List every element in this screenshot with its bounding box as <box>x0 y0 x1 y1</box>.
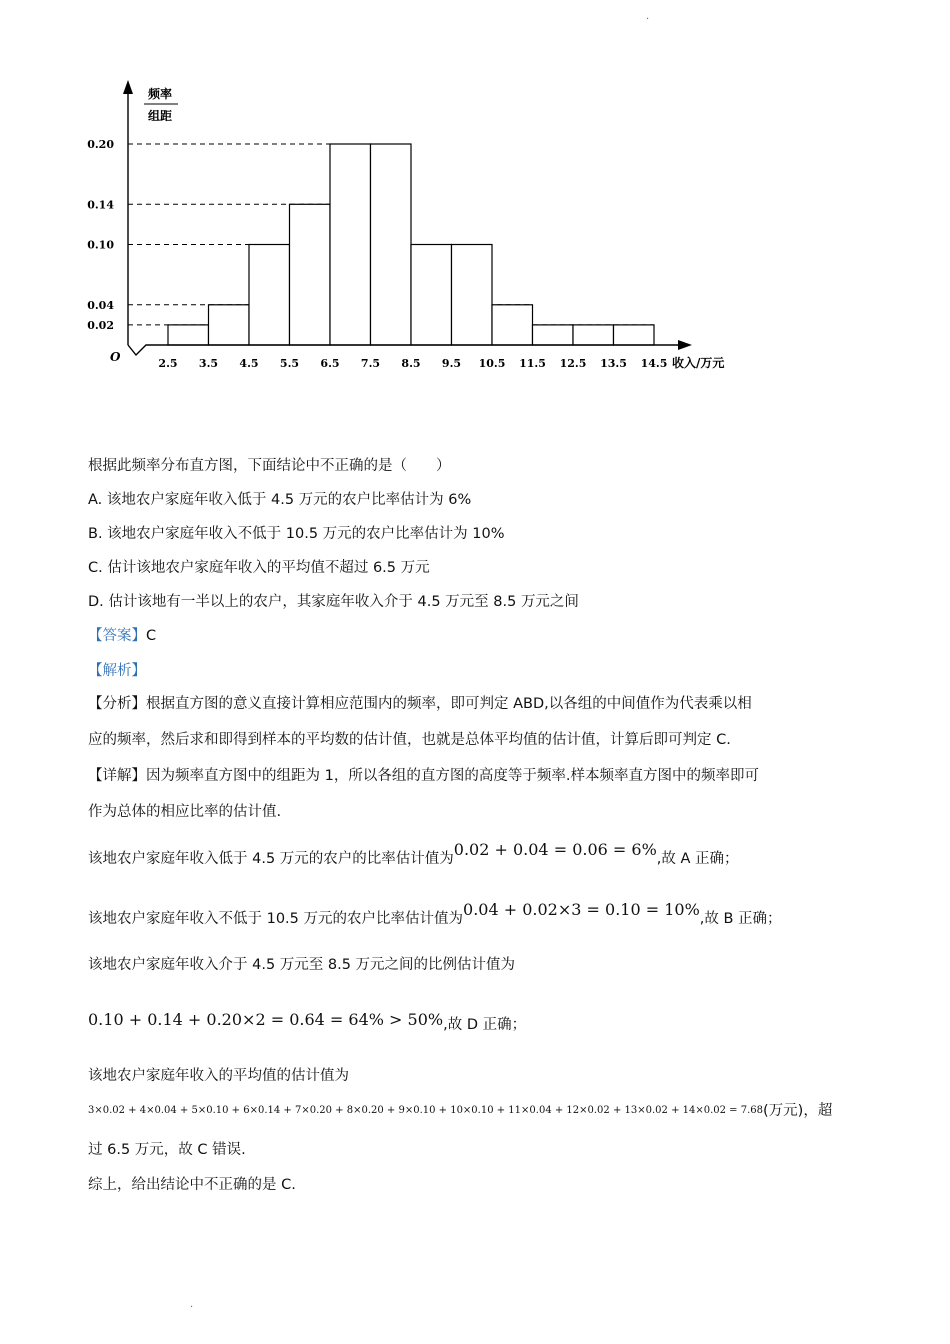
calc-mean-tail: (万元)，超 <box>763 1103 833 1119</box>
calc-d-formula: 0.10 + 0.14 + 0.20×2 = 0.64 = 64% > 50% <box>88 1010 444 1029</box>
x-tick-label: 9.5 <box>441 357 462 370</box>
bottom-mark: · <box>190 1302 194 1313</box>
answer-label: 【答案】 <box>88 628 146 644</box>
x-tick-label: 10.5 <box>478 357 506 370</box>
y-axis-arrow-icon <box>123 80 133 94</box>
x-tick-label: 13.5 <box>600 357 627 370</box>
y-tick-label: 0.20 <box>87 138 114 151</box>
y-tick-label: 0.10 <box>87 238 114 252</box>
histogram-bar <box>573 325 614 345</box>
x-axis <box>128 345 684 355</box>
histogram-bar <box>249 245 290 346</box>
x-tick-label: 6.5 <box>320 357 340 370</box>
histogram-bar <box>209 305 250 345</box>
x-tick-label: 11.5 <box>519 357 546 370</box>
histogram-bar <box>492 305 533 345</box>
x-axis-arrow-icon <box>678 340 692 350</box>
calc-mean-line <box>88 1101 832 1123</box>
analysis-label: 【解析】 <box>88 663 146 679</box>
calc-d-line <box>88 1010 527 1035</box>
x-tick-label: 7.5 <box>360 357 381 370</box>
option-a: A. 该地农户家庭年收入低于 4.5 万元的农户比率估计为 6% <box>88 492 472 508</box>
histogram-bar <box>290 204 331 345</box>
top-mark: · <box>646 14 650 25</box>
y-tick-label: 0.02 <box>87 318 114 332</box>
conclusion: 综上，给出结论中不正确的是 C. <box>88 1177 296 1193</box>
x-tick-label: 14.5 <box>640 357 668 370</box>
x-tick-label: 5.5 <box>279 357 300 370</box>
calc-a-formula: 0.02 + 0.04 = 0.06 = 6% <box>453 840 657 859</box>
fenxi-text-1: 根据直方图的意义直接计算相应范围内的频率，即可判定 ABD,以各组的中间值作为代表乘以相 <box>146 696 752 712</box>
x-tick-label: 4.5 <box>239 357 259 370</box>
xiangjie-line-2: 作为总体的相应比率的估计值. <box>88 804 282 820</box>
xiangjie-line-1 <box>88 766 759 786</box>
y-tick-labels <box>87 138 114 332</box>
x-tick-label: 3.5 <box>198 357 219 370</box>
x-axis-label: 收入/万元 <box>672 356 725 370</box>
fenxi-line-2: 应的频率，然后求和即得到样本的平均数的估计值，也就是总体平均值的估计值，计算后即可判定 C. <box>88 732 731 748</box>
y-label-top: 频率 <box>148 87 173 101</box>
histogram-bar <box>533 325 574 345</box>
calc-b-formula: 0.04 + 0.02×3 = 0.10 = 10% <box>463 900 700 919</box>
xiangjie-text-1: 因为频率直方图中的组距为 1，所以各组的直方图的高度等于频率.样本频率直方图中的频率即可 <box>146 768 759 784</box>
histogram-bar <box>411 245 452 346</box>
fenxi-line-1 <box>88 694 752 714</box>
calc-mean-text: 该地农户家庭年收入的平均值的估计值为 <box>88 1068 349 1084</box>
calc-d-text: 该地农户家庭年收入介于 4.5 万元至 8.5 万元之间的比例估计值为 <box>88 957 516 973</box>
answer-line <box>88 626 156 646</box>
histogram-svg <box>60 70 760 390</box>
answer-value: C <box>146 628 157 644</box>
option-c: C. 估计该地农户家庭年收入的平均值不超过 6.5 万元 <box>88 560 430 576</box>
histogram-bar <box>168 325 209 345</box>
histogram-bar <box>452 245 493 346</box>
origin-label: O <box>110 350 121 364</box>
calc-d-tail: ,故 D 正确； <box>443 1017 527 1033</box>
calc-mean-formula: 3×0.02 + 4×0.04 + 5×0.10 + 6×0.14 + 7×0.20 + 8×0.20 + 9×0.10 + 10×0.10 + 11×0.04 + 12×0.02 + 13×0.02 + 14×0.02 = 7.68 <box>88 1105 763 1116</box>
calc-b-tail: ,故 B 正确； <box>699 911 782 927</box>
histogram-chart <box>60 70 760 390</box>
histogram-bar <box>330 144 371 345</box>
calc-mean-line-2: 过 6.5 万元，故 C 错误. <box>88 1142 246 1158</box>
xiangjie-label: 【详解】 <box>88 768 146 784</box>
calc-a-tail: ,故 A 正确； <box>656 851 739 867</box>
y-tick-label: 0.04 <box>87 298 114 312</box>
x-tick-label: 2.5 <box>158 357 178 370</box>
x-tick-labels <box>158 357 667 370</box>
histogram-bar <box>371 144 412 345</box>
calc-b-line <box>88 900 782 929</box>
calc-b-text: 该地农户家庭年收入不低于 10.5 万元的农户比率估计值为 <box>88 911 464 927</box>
question-stem: 根据此频率分布直方图，下面结论中不正确的是（ ） <box>88 458 451 474</box>
y-tick-label: 0.14 <box>87 198 114 212</box>
x-tick-label: 12.5 <box>559 357 587 370</box>
option-b: B. 该地农户家庭年收入不低于 10.5 万元的农户比率估计为 10% <box>88 526 505 542</box>
option-d: D. 估计该地有一半以上的农户，其家庭年收入介于 4.5 万元至 8.5 万元之间 <box>88 594 579 610</box>
calc-a-text: 该地农户家庭年收入低于 4.5 万元的农户的比率估计值为 <box>88 851 454 867</box>
fenxi-label: 【分析】 <box>88 696 146 712</box>
y-label-bottom: 组距 <box>148 109 173 123</box>
calc-a-line <box>88 840 739 869</box>
histogram-bar <box>614 325 655 345</box>
x-tick-label: 8.5 <box>401 357 421 370</box>
